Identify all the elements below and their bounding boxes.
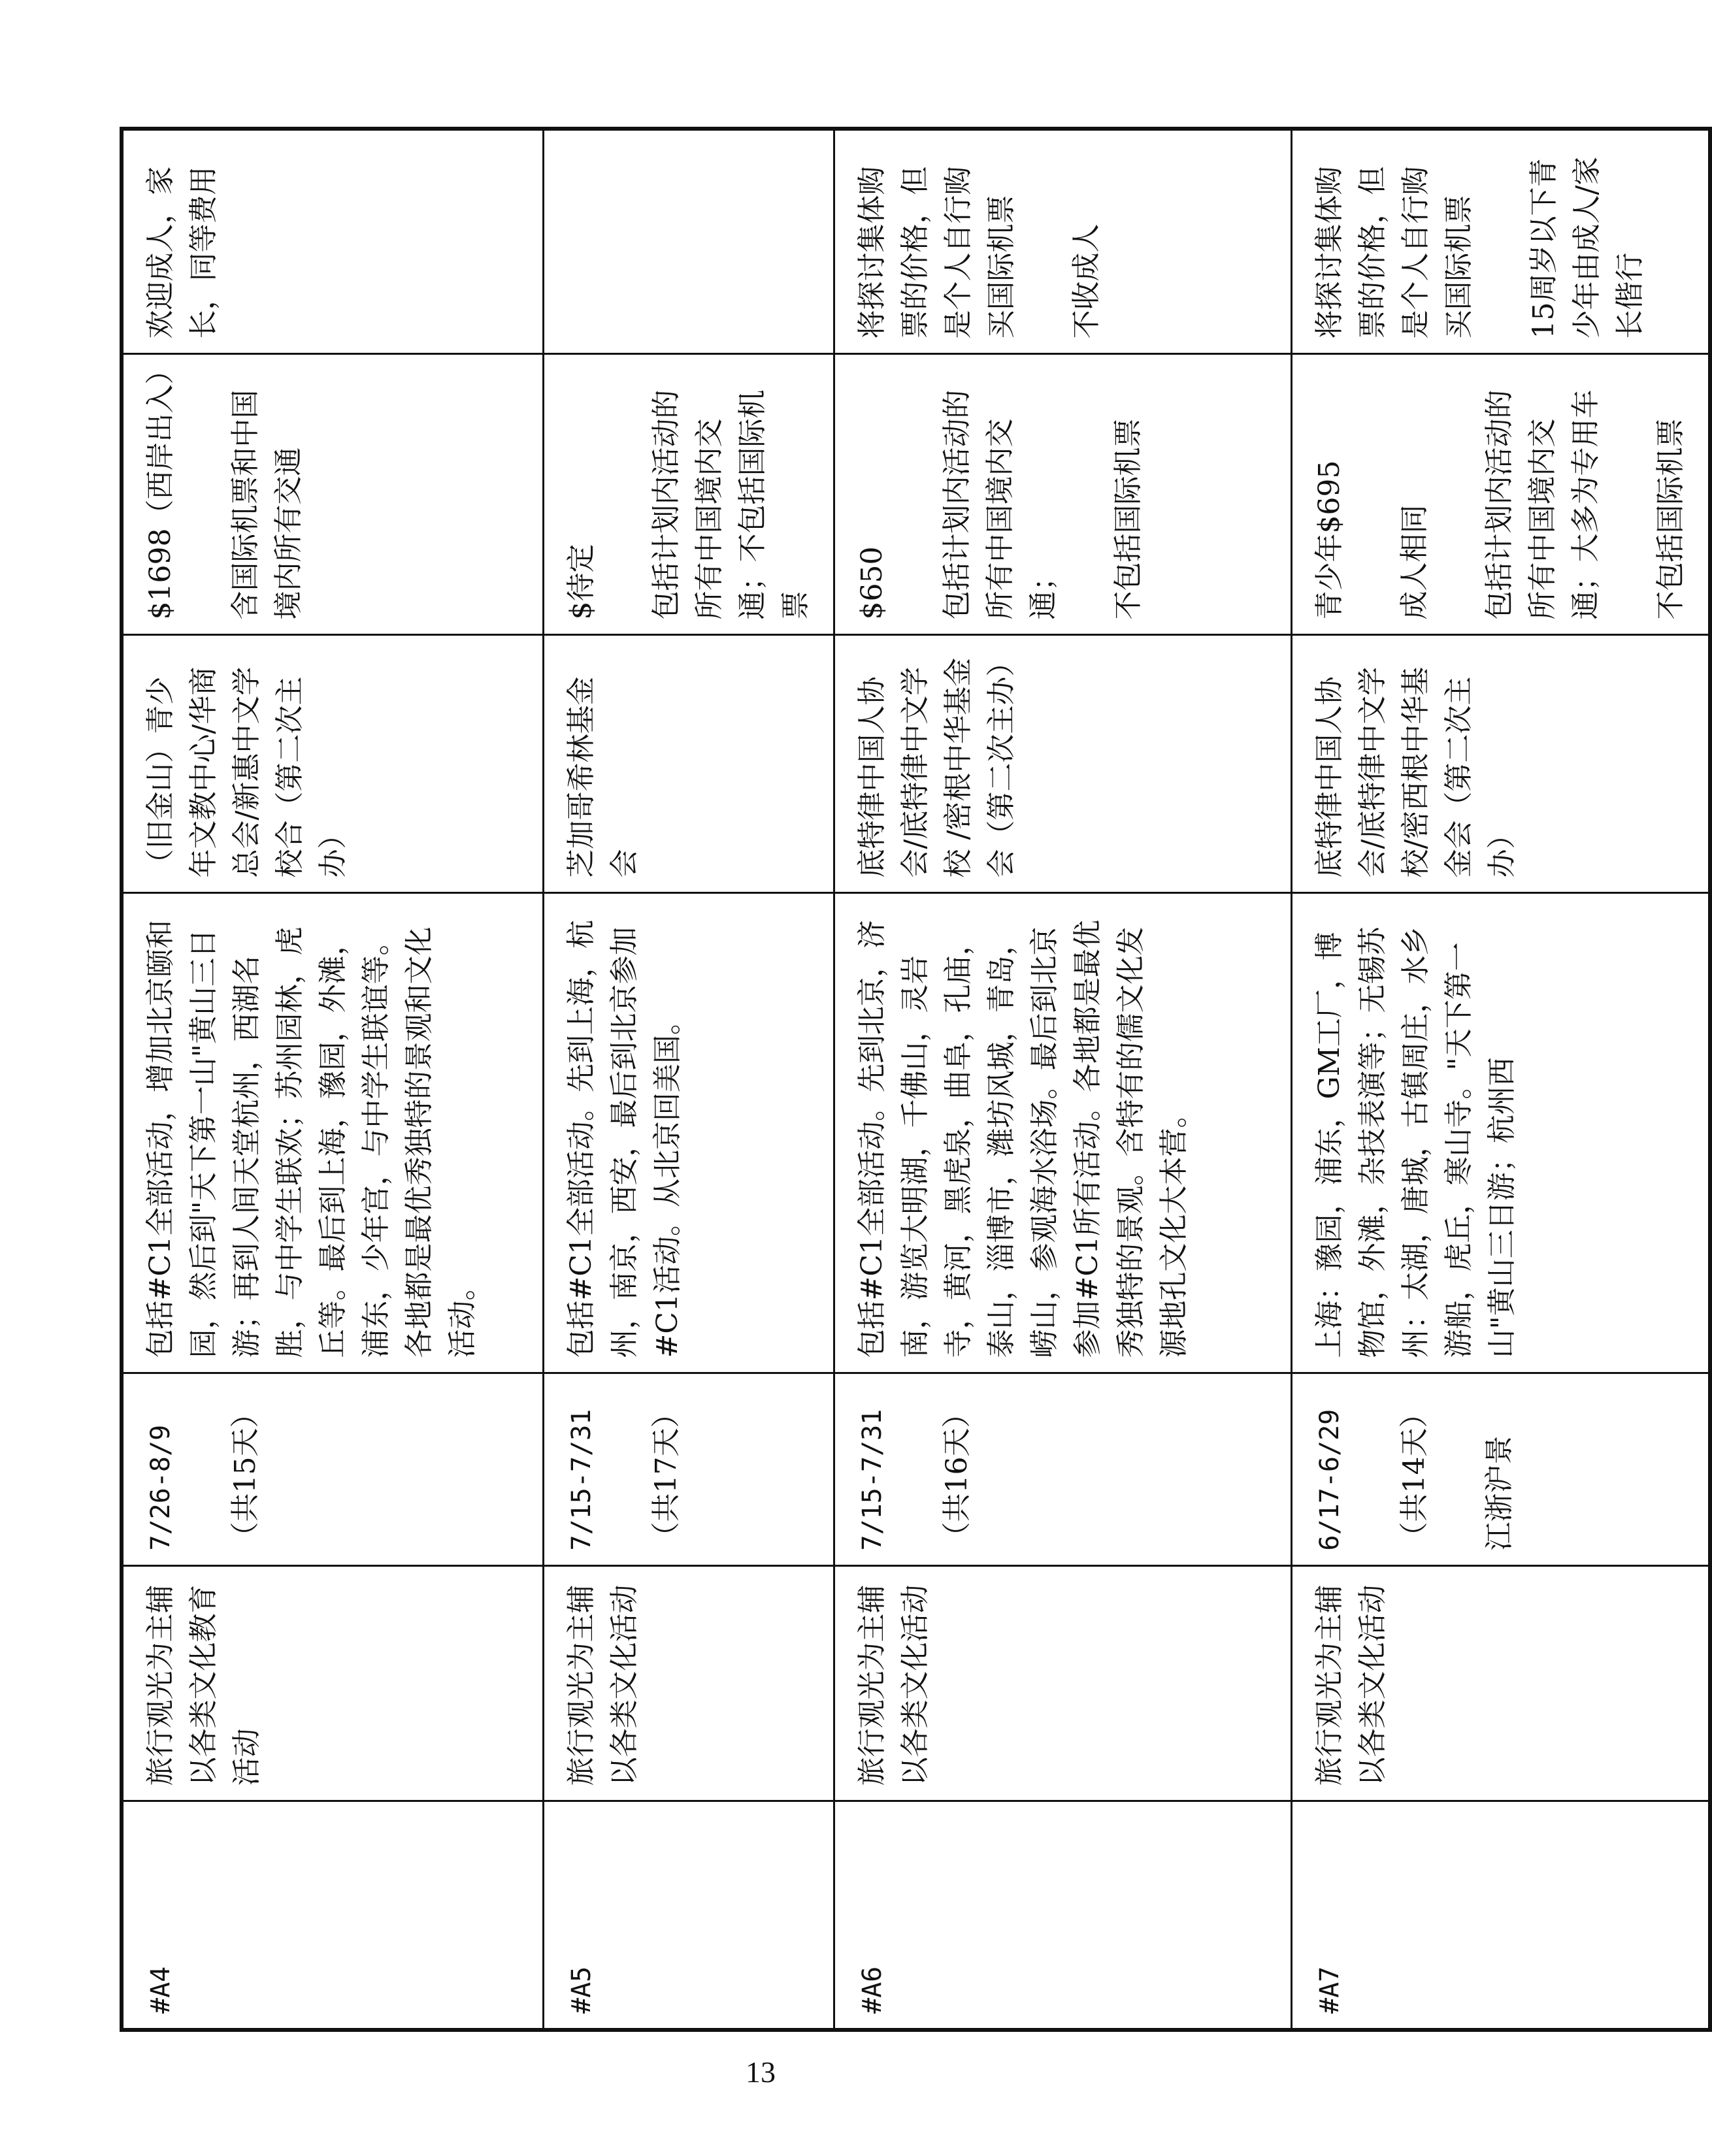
itinerary-cell: 包括#C1全部活动。先到上海，杭州，南京，西安，最后到北京参加#C1活动。从北京回美国。 [543, 893, 834, 1373]
organizer-cell: 底特律中国人协会/底特律中文学校/密西根中华基金会（第二次主办） [1291, 635, 1710, 893]
organizer-cell: （旧金山）青少年文教中心/华商总会/新惠中文学校合（第二次主办） [122, 635, 543, 893]
itinerary-cell: 包括#C1全部活动。先到北京，济南，游览大明湖，千佛山，灵岩寺，黄河，黑虎泉，曲阜，孔庙，泰山，淄博市，潍坊风城，青岛，崂山，参观海水浴场。最后到北京参加#C1所有活动。各地都是最优秀独特的景观。含特有的儒文化发源地孔文化大本营。 [834, 893, 1291, 1373]
program-type-cell: 旅行观光为主辅以各类文化活动 [543, 1566, 834, 1801]
table-row [543, 129, 834, 2030]
dates-cell: 7/26-8/9 （共15天） [122, 1373, 543, 1566]
rotated-table-wrapper [120, 131, 1687, 2032]
table-row [122, 129, 543, 2030]
table-row [834, 129, 1291, 2030]
cost-cell: $待定 包括计划内活动的所有中国境内交通；不包括国际机票 [543, 354, 834, 635]
program-type-cell: 旅行观光为主辅以各类文化活动 [834, 1566, 1291, 1801]
dates-cell: 7/15-7/31 （共17天） [543, 1373, 834, 1566]
program-code-cell: #A5 [543, 1801, 834, 2030]
remarks-cell: 将探讨集体购票的价格，但是个人自行购买国际机票 15周岁以下青少年由成人/家长偕行 [1291, 129, 1710, 354]
page-number: 13 [746, 2055, 776, 2089]
remarks-cell [543, 129, 834, 354]
cost-cell: 青少年$695 成人相同 包括计划内活动的所有中国境内交通；大多为专用车 不包括国际机票 [1291, 354, 1710, 635]
cost-cell: $650 包括计划内活动的所有中国境内交通； 不包括国际机票 [834, 354, 1291, 635]
itinerary-cell: 上海：豫园，浦东，GM工厂，博物馆，外滩，杂技表演等；无锡苏州：太湖，唐城，古镇周庄，水乡游船，虎丘，寒山寺。"天下第一山"黄山三日游；杭州西 [1291, 893, 1710, 1373]
program-table [120, 127, 1712, 2032]
cost-cell: $1698（西岸出入） 含国际机票和中国境内所有交通 [122, 354, 543, 635]
dates-cell: 7/15-7/31 （共16天） [834, 1373, 1291, 1566]
dates-cell: 6/17-6/29 （共14天） 江浙沪景 [1291, 1373, 1710, 1566]
program-code-cell: #A4 [122, 1801, 543, 2030]
table-row [1291, 129, 1710, 2030]
organizer-cell: 底特律中国人协会/底特律中文学校 /密根中华基金会（第二次主办） [834, 635, 1291, 893]
remarks-cell: 将探讨集体购票的价格，但是个人自行购买国际机票 不收成人 [834, 129, 1291, 354]
program-type-cell: 旅行观光为主辅以各类文化活动 [1291, 1566, 1710, 1801]
remarks-cell: 欢迎成人，家长，同等费用 [122, 129, 543, 354]
program-code-cell: #A7 [1291, 1801, 1710, 2030]
organizer-cell: 芝加哥希林基金会 [543, 635, 834, 893]
program-code-cell: #A6 [834, 1801, 1291, 2030]
program-type-cell: 旅行观光为主辅以各类文化教育活动 [122, 1566, 543, 1801]
itinerary-cell: 包括#C1全部活动，增加北京颐和园，然后到"天下第一山"黄山三日游；再到人间天堂杭州，西湖名胜，与中学生联欢；苏州园林，虎丘等。最后到上海，豫园，外滩，浦东，少年宫，与中学生联谊等。各地都是最优秀独特的景观和文化活动。 [122, 893, 543, 1373]
